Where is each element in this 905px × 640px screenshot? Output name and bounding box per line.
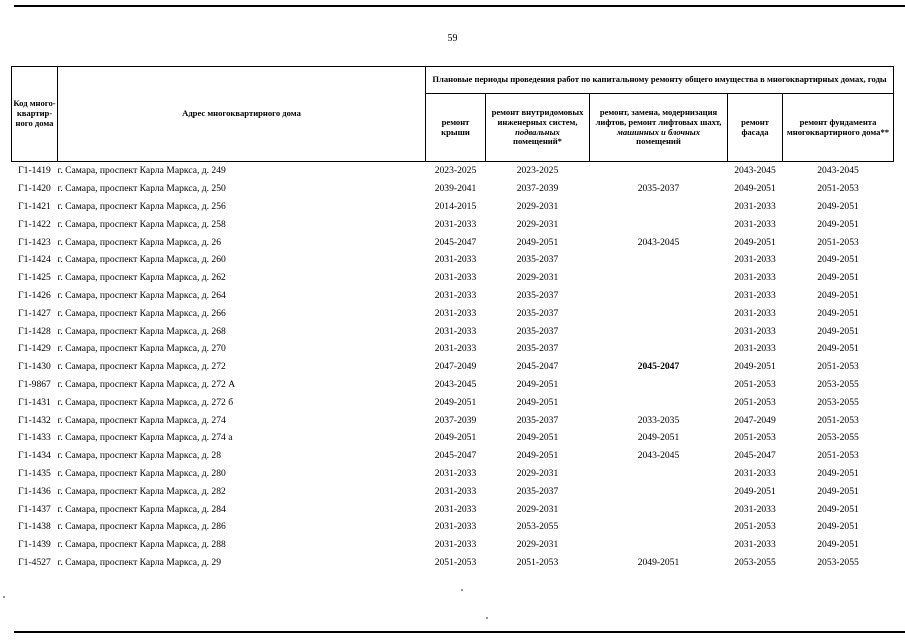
table-body xyxy=(12,162,894,572)
row-foundation: 2049-2051 xyxy=(817,218,859,230)
row-address: г. Самара, проспект Карла Маркса, д. 284 xyxy=(57,503,226,515)
table-row xyxy=(12,287,894,305)
page-number: 59 xyxy=(447,33,458,44)
row-address: г. Самара, проспект Карла Маркса, д. 29 xyxy=(57,556,222,568)
row-roof: 2049-2051 xyxy=(434,432,477,444)
row-roof: 2037-2039 xyxy=(434,414,477,426)
top-rule xyxy=(14,5,905,7)
row-foundation: 2053-2055 xyxy=(817,432,859,444)
row-facade: 2031-2033 xyxy=(734,503,776,515)
row-code: Г1-1429 xyxy=(18,343,51,355)
row-facade: 2049-2051 xyxy=(734,236,776,248)
header-roof: ремонт крыши xyxy=(426,94,486,162)
row-systems: 2029-2031 xyxy=(516,218,559,230)
row-lifts: 2043-2045 xyxy=(637,450,680,462)
scan-speck xyxy=(486,617,488,619)
row-code: Г1-1420 xyxy=(18,183,51,195)
row-systems: 2037-2039 xyxy=(516,183,559,195)
row-systems: 2029-2031 xyxy=(516,200,559,212)
row-address: г. Самара, проспект Карла Маркса, д. 272 б xyxy=(57,396,234,408)
row-foundation: 2051-2053 xyxy=(817,236,859,248)
row-roof: 2023-2025 xyxy=(434,165,477,177)
row-lifts xyxy=(590,482,728,500)
table-row xyxy=(12,322,894,340)
table-row xyxy=(12,304,894,322)
row-code: Г1-1431 xyxy=(18,396,51,408)
row-lifts xyxy=(590,287,728,305)
row-foundation: 2051-2053 xyxy=(817,450,859,462)
row-systems: 2029-2031 xyxy=(516,467,559,479)
row-roof: 2031-2033 xyxy=(434,467,477,479)
bottom-rule xyxy=(14,631,905,633)
row-roof: 2031-2033 xyxy=(434,539,477,551)
row-systems: 2023-2025 xyxy=(516,165,559,177)
row-lifts xyxy=(590,393,728,411)
row-facade: 2031-2033 xyxy=(734,200,776,212)
row-lifts xyxy=(590,198,728,216)
table-row xyxy=(12,393,894,411)
row-code: Г1-1427 xyxy=(18,307,51,319)
row-code: Г1-1422 xyxy=(18,218,51,230)
table-row xyxy=(12,233,894,251)
row-address: г. Самара, проспект Карла Маркса, д. 274 xyxy=(57,414,226,426)
row-code: Г1-1426 xyxy=(18,289,51,301)
row-address: г. Самара, проспект Карла Маркса, д. 26 xyxy=(57,236,222,248)
row-roof: 2031-2033 xyxy=(434,503,477,515)
row-foundation: 2049-2051 xyxy=(817,307,859,319)
row-facade: 2031-2033 xyxy=(734,254,776,266)
row-facade: 2031-2033 xyxy=(734,539,776,551)
header-systems-line1: ремонт внутридомовых инженерных систем, xyxy=(491,106,584,127)
row-foundation: 2053-2055 xyxy=(817,556,859,568)
row-foundation: 2049-2051 xyxy=(817,289,859,301)
row-roof: 2031-2033 xyxy=(434,343,477,355)
header-lifts-line2: машинных и блочных xyxy=(616,126,701,137)
row-foundation: 2053-2055 xyxy=(817,378,859,390)
row-code: Г1-1434 xyxy=(18,450,51,462)
row-facade: 2051-2053 xyxy=(734,432,776,444)
row-code: Г1-1423 xyxy=(18,236,51,248)
row-roof: 2031-2033 xyxy=(434,218,477,230)
table-row xyxy=(12,340,894,358)
row-lifts xyxy=(590,518,728,536)
header-group: Плановые периоды проведения работ по капитальному ремонту общего имущества в многоквартирных домах, годы xyxy=(426,67,894,94)
row-address: г. Самара, проспект Карла Маркса, д. 28 xyxy=(57,450,222,462)
row-foundation: 2051-2053 xyxy=(817,361,859,373)
row-foundation: 2053-2055 xyxy=(817,396,859,408)
row-facade: 2051-2053 xyxy=(734,396,776,408)
row-foundation: 2049-2051 xyxy=(817,485,859,497)
row-address: г. Самара, проспект Карла Маркса, д. 274 а xyxy=(57,432,233,444)
row-roof: 2051-2053 xyxy=(434,556,477,568)
row-facade: 2047-2049 xyxy=(734,414,776,426)
row-systems: 2053-2055 xyxy=(516,521,559,533)
row-code: Г1-1437 xyxy=(18,503,51,515)
row-address: г. Самара, проспект Карла Маркса, д. 268 xyxy=(57,325,226,337)
row-address: г. Самара, проспект Карла Маркса, д. 256 xyxy=(57,200,226,212)
row-lifts xyxy=(590,162,728,180)
row-code: Г1-1425 xyxy=(18,272,51,284)
row-foundation: 2043-2045 xyxy=(817,165,859,177)
repair-schedule-table xyxy=(11,66,894,571)
row-roof: 2039-2041 xyxy=(434,183,477,195)
row-foundation: 2049-2051 xyxy=(817,521,859,533)
row-foundation: 2051-2053 xyxy=(817,414,859,426)
row-code: Г1-9867 xyxy=(18,378,51,390)
row-address: г. Самара, проспект Карла Маркса, д. 258 xyxy=(57,218,226,230)
scan-speck xyxy=(461,589,463,591)
row-code: Г1-1438 xyxy=(18,521,51,533)
row-address: г. Самара, проспект Карла Маркса, д. 264 xyxy=(57,289,226,301)
table-row xyxy=(12,180,894,198)
row-systems: 2035-2037 xyxy=(516,254,559,266)
row-roof: 2031-2033 xyxy=(434,254,477,266)
table-row xyxy=(12,411,894,429)
row-facade: 2031-2033 xyxy=(734,307,776,319)
row-facade: 2045-2047 xyxy=(734,450,776,462)
row-roof: 2045-2047 xyxy=(434,450,477,462)
row-lifts xyxy=(590,304,728,322)
row-lifts: 2035-2037 xyxy=(637,183,680,195)
row-code: Г1-4527 xyxy=(18,556,51,568)
table-row xyxy=(12,215,894,233)
row-code: Г1-1439 xyxy=(18,539,51,551)
row-facade: 2031-2033 xyxy=(734,289,776,301)
row-roof: 2031-2033 xyxy=(434,325,477,337)
row-facade: 2031-2033 xyxy=(734,343,776,355)
row-facade: 2051-2053 xyxy=(734,378,776,390)
row-systems: 2049-2051 xyxy=(516,378,559,390)
table-row xyxy=(12,251,894,269)
header-facade: ремонт фасада xyxy=(728,94,783,162)
table-row xyxy=(12,269,894,287)
row-foundation: 2051-2053 xyxy=(817,183,859,195)
row-systems: 2035-2037 xyxy=(516,343,559,355)
row-facade: 2031-2033 xyxy=(734,272,776,284)
row-code: Г1-1430 xyxy=(18,361,51,373)
row-systems: 2029-2031 xyxy=(516,539,559,551)
row-roof: 2031-2033 xyxy=(434,485,477,497)
row-foundation: 2049-2051 xyxy=(817,254,859,266)
row-systems: 2049-2051 xyxy=(516,432,559,444)
table-row xyxy=(12,358,894,376)
row-facade: 2049-2051 xyxy=(734,183,776,195)
row-systems: 2049-2051 xyxy=(516,450,559,462)
row-facade: 2031-2033 xyxy=(734,467,776,479)
row-lifts xyxy=(590,340,728,358)
row-foundation: 2049-2051 xyxy=(817,272,859,284)
header-address: Адрес многоквартирного дома xyxy=(58,67,426,162)
row-systems: 2049-2051 xyxy=(516,236,559,248)
row-address: г. Самара, проспект Карла Маркса, д. 249 xyxy=(57,165,226,177)
row-code: Г1-1433 xyxy=(18,432,51,444)
row-facade: 2049-2051 xyxy=(734,361,776,373)
row-foundation: 2049-2051 xyxy=(817,200,859,212)
row-systems: 2029-2031 xyxy=(516,272,559,284)
row-code: Г1-1424 xyxy=(18,254,51,266)
row-roof: 2031-2033 xyxy=(434,272,477,284)
table-row xyxy=(12,554,894,572)
row-address: г. Самара, проспект Карла Маркса, д. 288 xyxy=(57,539,226,551)
row-lifts xyxy=(590,376,728,394)
row-lifts: 2049-2051 xyxy=(637,432,680,444)
row-code: Г1-1428 xyxy=(18,325,51,337)
table-row xyxy=(12,536,894,554)
row-code: Г1-1436 xyxy=(18,485,51,497)
row-code: Г1-1421 xyxy=(18,200,51,212)
row-systems: 2029-2031 xyxy=(516,503,559,515)
row-lifts xyxy=(590,322,728,340)
row-lifts xyxy=(590,269,728,287)
row-systems: 2035-2037 xyxy=(516,307,559,319)
row-lifts xyxy=(590,500,728,518)
table-row xyxy=(12,518,894,536)
row-roof: 2031-2033 xyxy=(434,307,477,319)
row-foundation: 2049-2051 xyxy=(817,539,859,551)
row-roof: 2045-2047 xyxy=(434,236,477,248)
row-systems: 2045-2047 xyxy=(516,361,559,373)
row-address: г. Самара, проспект Карла Маркса, д. 280 xyxy=(57,467,226,479)
row-lifts xyxy=(590,215,728,233)
row-roof: 2047-2049 xyxy=(434,361,477,373)
row-facade: 2051-2053 xyxy=(734,521,776,533)
scan-speck xyxy=(3,596,5,598)
row-lifts: 2033-2035 xyxy=(637,414,680,426)
row-address: г. Самара, проспект Карла Маркса, д. 260 xyxy=(57,254,226,266)
row-address: г. Самара, проспект Карла Маркса, д. 270 xyxy=(57,343,226,355)
row-address: г. Самара, проспект Карла Маркса, д. 272 xyxy=(57,361,226,373)
row-address: г. Самара, проспект Карла Маркса, д. 282 xyxy=(57,485,226,497)
row-foundation: 2049-2051 xyxy=(817,343,859,355)
row-lifts: 2049-2051 xyxy=(637,556,680,568)
row-systems: 2051-2053 xyxy=(516,556,559,568)
header-systems-line3: помещений* xyxy=(513,136,562,147)
table-row xyxy=(12,447,894,465)
row-roof: 2031-2033 xyxy=(434,521,477,533)
table-row xyxy=(12,162,894,180)
header-systems xyxy=(486,94,590,162)
row-code: Г1-1419 xyxy=(18,165,51,177)
table-row xyxy=(12,500,894,518)
row-facade: 2031-2033 xyxy=(734,325,776,337)
header-code: Код много-квартир-ного дома xyxy=(12,67,58,162)
row-systems: 2049-2051 xyxy=(516,396,559,408)
row-roof: 2049-2051 xyxy=(434,396,477,408)
row-systems: 2035-2037 xyxy=(516,325,559,337)
table-row xyxy=(12,482,894,500)
row-roof: 2043-2045 xyxy=(434,378,477,390)
row-lifts xyxy=(590,536,728,554)
row-lifts: 2043-2045 xyxy=(637,236,680,248)
table-row xyxy=(12,376,894,394)
row-facade: 2043-2045 xyxy=(734,165,776,177)
header-lifts-line3: помещений xyxy=(636,136,681,147)
row-systems: 2035-2037 xyxy=(516,485,559,497)
row-lifts xyxy=(590,251,728,269)
row-foundation: 2049-2051 xyxy=(817,467,859,479)
row-address: г. Самара, проспект Карла Маркса, д. 262 xyxy=(57,272,226,284)
row-foundation: 2049-2051 xyxy=(817,325,859,337)
row-facade: 2049-2051 xyxy=(734,485,776,497)
header-foundation: ремонт фундамента многоквартирного дома** xyxy=(783,94,894,162)
row-address: г. Самара, проспект Карла Маркса, д. 286 xyxy=(57,521,226,533)
header-lifts-line1: ремонт, замена, модернизация лифтов, ремонт лифтовых шахт, xyxy=(595,106,722,127)
row-systems: 2035-2037 xyxy=(516,414,559,426)
row-address: г. Самара, проспект Карла Маркса, д. 250 xyxy=(57,183,226,195)
table-row xyxy=(12,429,894,447)
row-code: Г1-1432 xyxy=(18,414,51,426)
row-roof: 2014-2015 xyxy=(434,200,477,212)
row-address: г. Самара, проспект Карла Маркса, д. 272 А xyxy=(57,378,236,390)
row-systems: 2035-2037 xyxy=(516,289,559,301)
header-lifts xyxy=(590,94,728,162)
row-facade: 2053-2055 xyxy=(734,556,776,568)
row-foundation: 2049-2051 xyxy=(817,503,859,515)
row-address: г. Самара, проспект Карла Маркса, д. 266 xyxy=(57,307,226,319)
row-lifts: 2045-2047 xyxy=(637,361,680,373)
table-row xyxy=(12,465,894,483)
row-roof: 2031-2033 xyxy=(434,289,477,301)
row-code: Г1-1435 xyxy=(18,467,51,479)
table-row xyxy=(12,198,894,216)
row-lifts xyxy=(590,465,728,483)
row-facade: 2031-2033 xyxy=(734,218,776,230)
header-systems-line2: подвальных xyxy=(515,126,560,137)
